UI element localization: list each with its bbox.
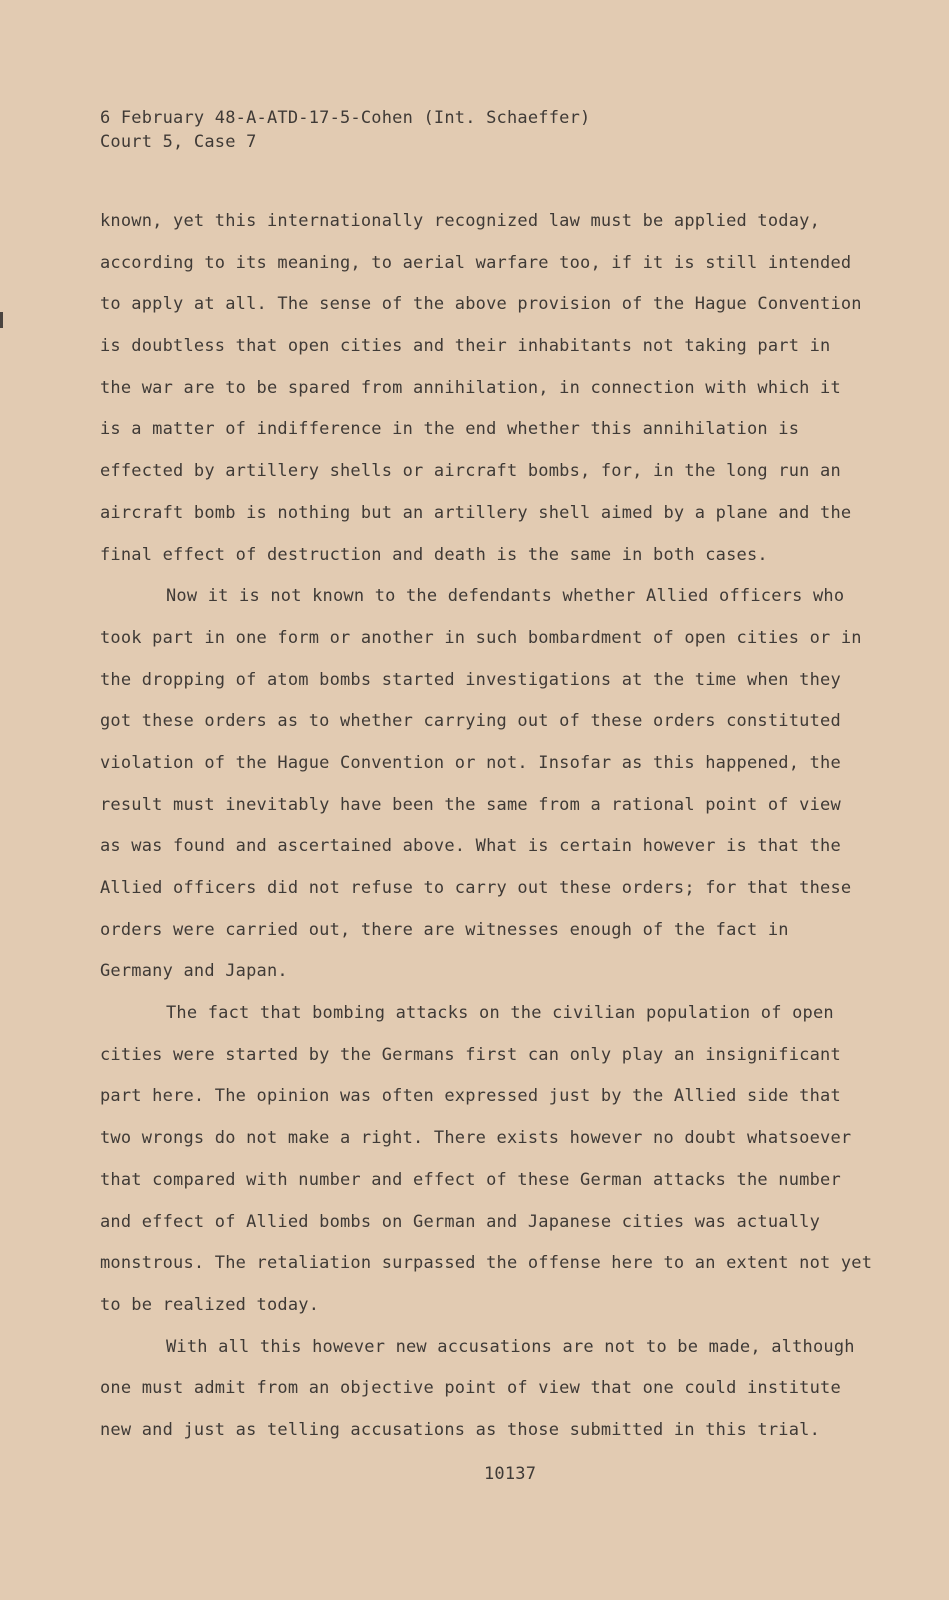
document-header (100, 106, 800, 154)
page-number: 10137 (484, 1464, 537, 1484)
text-line: to apply at all. The sense of the above provision of the Hague Convention (100, 294, 862, 315)
text-line: is a matter of indifference in the end whether this annihilation is (100, 419, 800, 440)
text-line: one must admit from an objective point of view that one could institute (100, 1378, 841, 1399)
text-line: known, yet this internationally recognized law must be applied today, (100, 211, 821, 231)
text-line: got these orders as to whether carrying out of these orders constituted (100, 711, 841, 732)
text-line: effected by artillery shells or aircraft bombs, for, in the long run an (100, 461, 841, 482)
text-line: orders were carried out, there are witnesses enough of the fact in (100, 919, 789, 940)
header-date-line: 6 February 48-A-ATD-17-5-Cohen (Int. Schaeffer) (100, 108, 591, 128)
text-line: and effect of Allied bombs on German and Japanese cities was actually (100, 1211, 821, 1232)
text-line: cities were started by the Germans first can only play an insignificant (100, 1044, 841, 1065)
text-line: new and just as telling accusations as those submitted in this trial. (100, 1419, 821, 1440)
text-line: part here. The opinion was often expressed just by the Allied side that (100, 1086, 841, 1107)
text-line: violation of the Hague Convention or not. Insofar as this happened, the (100, 752, 841, 773)
header-court-line: Court 5, Case 7 (100, 132, 257, 152)
margin-mark (0, 312, 3, 328)
text-line: the dropping of atom bombs started investigations at the time when they (100, 669, 841, 690)
text-line: according to its meaning, to aerial warfare too, if it is still intended (100, 252, 852, 273)
document-body (100, 209, 873, 1460)
text-line: to be realized today. (100, 1294, 320, 1315)
text-line: two wrongs do not make a right. There exists however no doubt whatsoever (100, 1128, 852, 1149)
text-line: The fact that bombing attacks on the civilian population of open (166, 1003, 834, 1024)
text-line: the war are to be spared from annihilation, in connection with which it (100, 377, 841, 398)
paragraph (100, 584, 870, 1001)
paragraph (100, 1001, 873, 1335)
text-line: that compared with number and effect of these German attacks the number (100, 1169, 841, 1190)
text-line: monstrous. The retaliation surpassed the offense here to an extent not yet (100, 1253, 873, 1274)
text-line: aircraft bomb is nothing but an artillery shell aimed by a plane and the (100, 502, 852, 523)
text-line: final effect of destruction and death is the same in both cases. (100, 544, 768, 565)
text-line: result must inevitably have been the same from a rational point of view (100, 794, 841, 815)
text-line: as was found and ascertained above. What is certain however is that the (100, 836, 841, 857)
text-line: With all this however new accusations are not to be made, although (166, 1336, 855, 1357)
text-line: Germany and Japan. (100, 961, 288, 982)
paragraph (100, 209, 870, 584)
text-line: took part in one form or another in such bombardment of open cities or in (100, 627, 862, 648)
text-line: Allied officers did not refuse to carry out these orders; for that these (100, 878, 852, 898)
text-line: is doubtless that open cities and their inhabitants not taking part in (100, 336, 831, 357)
text-line: Now it is not known to the defendants whether Allied officers who (166, 586, 845, 607)
paragraph (100, 1335, 870, 1460)
